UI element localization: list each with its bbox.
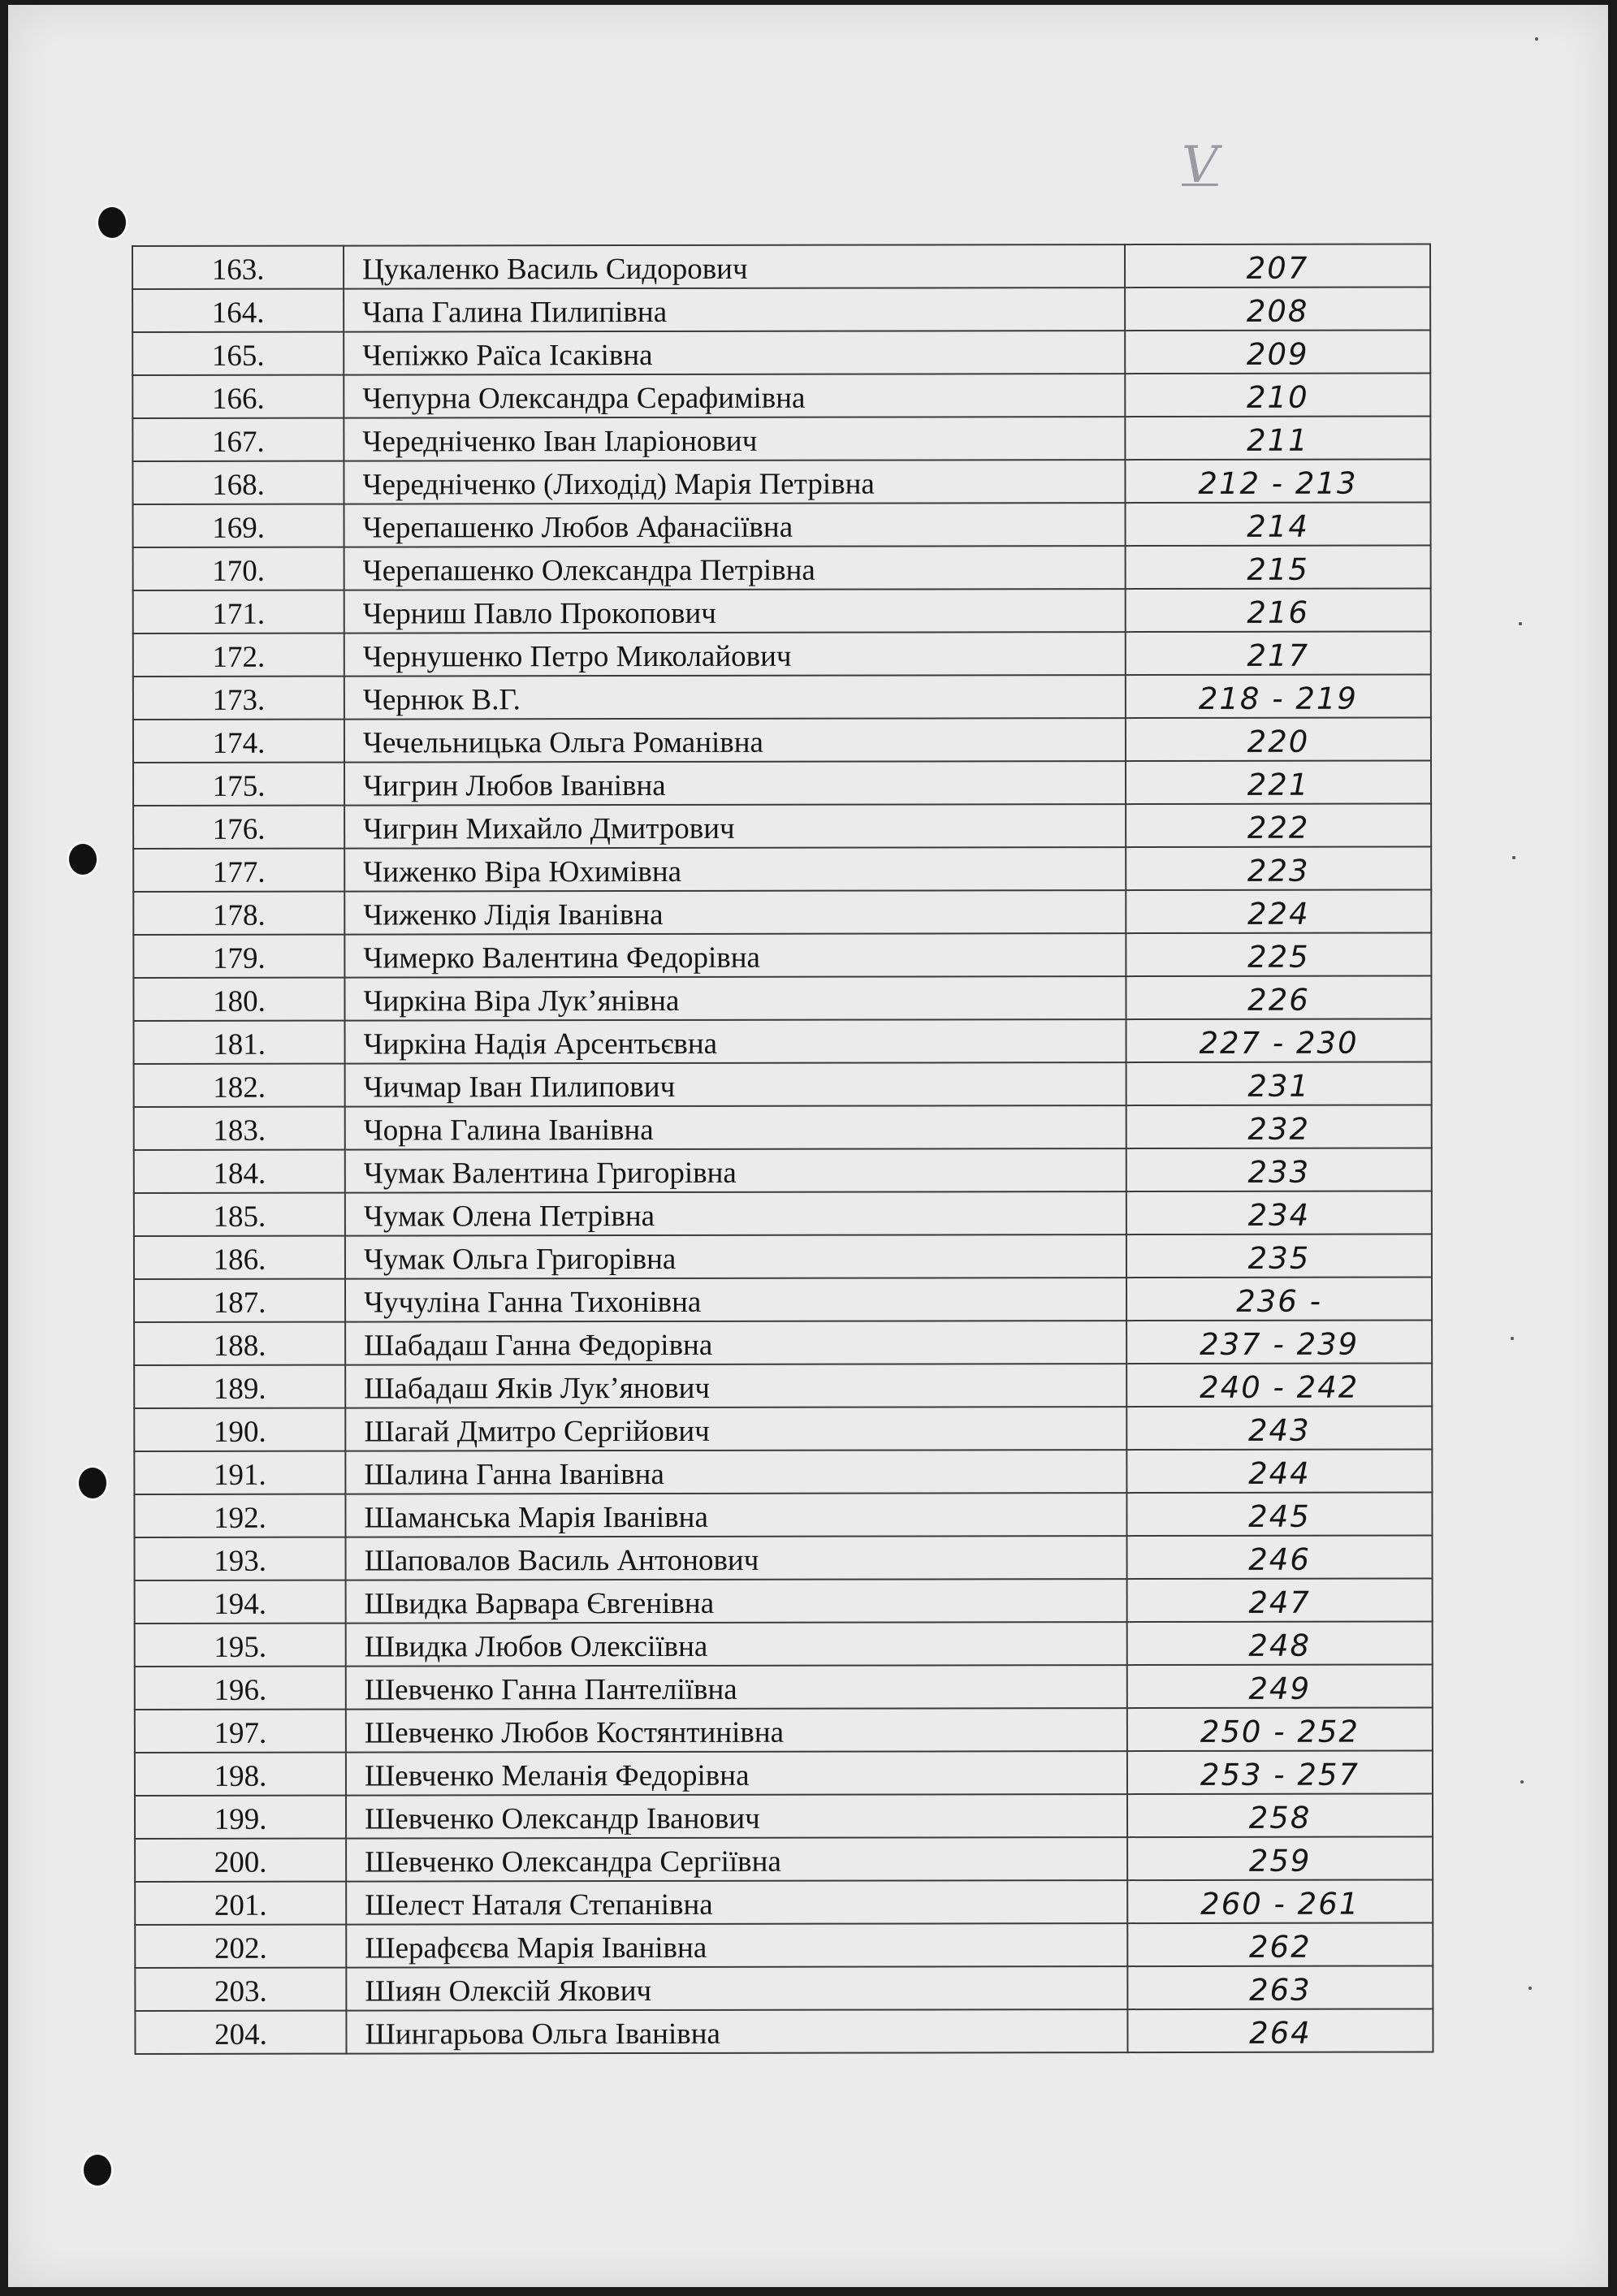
table-row (133, 803, 1431, 849)
table-row (133, 932, 1431, 978)
row-number-cell: 164. (132, 289, 344, 332)
row-number-cell: 182. (134, 1064, 345, 1107)
sheet-number-cell: 208 (1125, 287, 1430, 331)
person-name-cell: Шаповалов Василь Антонович (345, 1536, 1126, 1580)
row-number-cell: 200. (135, 1839, 346, 1882)
name-list-body (132, 244, 1433, 2054)
row-number-cell: 173. (133, 677, 344, 720)
person-name-cell: Чиженко Віра Юхимівна (344, 847, 1126, 892)
punch-hole (67, 841, 99, 877)
sheet-number-cell: 221 (1126, 760, 1431, 804)
row-number-cell: 168. (132, 461, 344, 504)
sheet-number-cell: 211 (1125, 416, 1430, 460)
person-name-cell: Чимерко Валентина Федорівна (344, 933, 1126, 978)
sheet-number-cell: 233 (1126, 1148, 1432, 1191)
person-name-cell: Чигрин Любов Іванівна (344, 761, 1126, 806)
row-number-cell: 171. (133, 590, 344, 633)
sheet-number-cell: 218 - 219 (1126, 674, 1431, 718)
speck (1511, 1337, 1514, 1340)
sheet-number-cell: 248 (1127, 1621, 1433, 1665)
row-number-cell: 178. (133, 892, 344, 935)
sheet-number-cell: 231 (1126, 1062, 1432, 1105)
punch-hole (81, 2152, 114, 2188)
person-name-cell: Чередніченко Іван Іларіонович (344, 417, 1125, 461)
sheet-number-cell: 259 (1127, 1836, 1433, 1880)
sheet-number-cell: 234 (1126, 1191, 1432, 1234)
row-number-cell: 196. (135, 1667, 346, 1710)
row-number-cell: 198. (135, 1753, 346, 1796)
punch-hole (96, 205, 128, 240)
row-number-cell: 203. (135, 1968, 346, 2011)
row-number-cell: 191. (134, 1451, 345, 1494)
sheet-number-cell: 249 (1127, 1664, 1433, 1708)
person-name-cell: Чепурна Олександра Серафимівна (344, 374, 1125, 418)
table-row (134, 1277, 1432, 1322)
sheet-number-cell: 210 (1125, 373, 1430, 417)
sheet-number-cell: 216 (1126, 588, 1431, 632)
person-name-cell: Чередніченко (Лиходід) Марія Петрівна (344, 460, 1125, 504)
table-row (132, 373, 1430, 418)
person-name-cell: Шабадаш Яків Лук’янович (345, 1364, 1126, 1408)
table-row (135, 1707, 1433, 1753)
row-number-cell: 192. (134, 1494, 345, 1537)
table-row (134, 1363, 1432, 1408)
person-name-cell: Шевченко Меланія Федорівна (346, 1751, 1127, 1796)
sheet-number-cell: 215 (1126, 545, 1431, 589)
person-name-cell: Цукаленко Василь Сидорович (344, 244, 1125, 289)
person-name-cell: Шингарьова Ольга Іванівна (346, 2009, 1127, 2054)
person-name-cell: Шевченко Любов Костянтинівна (346, 1708, 1127, 1753)
table-row (134, 1018, 1432, 1064)
row-number-cell: 185. (134, 1193, 345, 1236)
sheet-number-cell: 264 (1127, 2008, 1433, 2052)
person-name-cell: Чумак Валентина Григорівна (345, 1148, 1126, 1193)
person-name-cell: Шерафєєва Марія Іванівна (346, 1923, 1127, 1968)
person-name-cell: Шаманська Марія Іванівна (345, 1493, 1126, 1537)
sheet-number-cell: 245 (1126, 1492, 1432, 1536)
sheet-number-cell: 263 (1127, 1965, 1433, 2009)
table-row (134, 1320, 1432, 1365)
speck (1512, 856, 1515, 859)
row-number-cell: 193. (134, 1537, 345, 1580)
row-number-cell: 165. (132, 332, 344, 375)
table-row (132, 330, 1430, 375)
sheet-number-cell: 225 (1126, 932, 1431, 976)
table-row (133, 502, 1431, 547)
speck (1528, 1987, 1532, 1990)
punch-hole (76, 1465, 109, 1501)
sheet-number-cell: 209 (1125, 330, 1430, 374)
table-row (133, 889, 1431, 935)
row-number-cell: 194. (135, 1580, 346, 1624)
row-number-cell: 170. (133, 547, 344, 590)
sheet-number-cell: 207 (1125, 244, 1430, 288)
person-name-cell: Чиркіна Надія Арсентьєвна (344, 1019, 1126, 1064)
person-name-cell: Чигрин Михайло Дмитрович (344, 804, 1126, 849)
sheet-number-cell: 217 (1126, 631, 1431, 675)
row-number-cell: 179. (133, 935, 344, 978)
corner-mark: V (1182, 135, 1218, 194)
table-row (133, 631, 1431, 677)
table-row (135, 1578, 1433, 1624)
row-number-cell: 181. (134, 1021, 345, 1064)
sheet-number-cell: 236 - (1126, 1277, 1432, 1321)
row-number-cell: 169. (133, 504, 344, 547)
person-name-cell: Чичмар Іван Пилипович (345, 1062, 1126, 1107)
table-row (133, 545, 1431, 590)
person-name-cell: Чучуліна Ганна Тихонівна (345, 1278, 1126, 1322)
row-number-cell: 175. (133, 763, 344, 806)
row-number-cell: 180. (133, 978, 344, 1021)
table-row (133, 717, 1431, 763)
sheet-number-cell: 235 (1126, 1234, 1432, 1278)
person-name-cell: Черепашенко Олександра Петрівна (344, 546, 1126, 590)
person-name-cell: Чумак Олена Петрівна (345, 1191, 1126, 1236)
table-row (135, 1750, 1433, 1796)
person-name-cell: Шиян Олексій Якович (346, 1966, 1127, 2011)
person-name-cell: Чорна Галина Іванівна (345, 1105, 1126, 1150)
sheet-number-cell: 232 (1126, 1105, 1432, 1148)
person-name-cell: Чечельницька Ольга Романівна (344, 718, 1126, 763)
row-number-cell: 199. (135, 1796, 346, 1839)
table-row (132, 244, 1430, 289)
table-row (134, 1105, 1432, 1150)
person-name-cell: Шевченко Олександр Іванович (346, 1794, 1127, 1839)
table-row (135, 1621, 1433, 1667)
sheet-number-cell: 243 (1126, 1406, 1432, 1450)
row-number-cell: 184. (134, 1150, 345, 1193)
sheet-number-cell: 250 - 252 (1127, 1707, 1433, 1751)
table-row (135, 1793, 1433, 1839)
document-page (8, 5, 1608, 2287)
sheet-number-cell: 224 (1126, 889, 1431, 933)
person-name-cell: Швидка Любов Олексіївна (346, 1622, 1127, 1667)
sheet-number-cell: 247 (1127, 1578, 1433, 1622)
sheet-number-cell: 214 (1125, 502, 1430, 546)
speck (1520, 1780, 1524, 1784)
row-number-cell: 167. (132, 418, 344, 461)
table-row (134, 1234, 1432, 1279)
row-number-cell: 190. (134, 1408, 345, 1451)
name-list-table (132, 243, 1433, 2055)
table-row (133, 760, 1431, 806)
person-name-cell: Шагай Дмитро Сергійович (345, 1407, 1126, 1451)
person-name-cell: Шабадаш Ганна Федорівна (345, 1321, 1126, 1365)
table-row (132, 287, 1430, 332)
row-number-cell: 166. (132, 375, 344, 418)
person-name-cell: Шелест Наталя Степанівна (346, 1880, 1127, 1925)
table-row (134, 1148, 1432, 1193)
row-number-cell: 187. (134, 1279, 345, 1322)
sheet-number-cell: 262 (1127, 1922, 1433, 1966)
sheet-number-cell: 258 (1127, 1793, 1433, 1837)
row-number-cell: 177. (133, 849, 344, 892)
sheet-number-cell: 244 (1126, 1449, 1432, 1493)
row-number-cell: 172. (133, 633, 344, 677)
table-row (133, 975, 1431, 1021)
person-name-cell: Чернюк В.Г. (344, 675, 1126, 720)
row-number-cell: 186. (134, 1236, 345, 1279)
person-name-cell: Шевченко Ганна Пантеліївна (346, 1665, 1127, 1710)
person-name-cell: Чумак Ольга Григорівна (345, 1234, 1126, 1279)
row-number-cell: 163. (132, 246, 344, 289)
speck (1535, 37, 1538, 41)
sheet-number-cell: 212 - 213 (1125, 459, 1430, 503)
table-row (134, 1449, 1432, 1494)
table-row (135, 1922, 1433, 1968)
person-name-cell: Шалина Ганна Іванівна (345, 1450, 1126, 1494)
person-name-cell: Чепіжко Раїса Ісаківна (344, 331, 1125, 375)
table-row (133, 846, 1431, 892)
table-row (135, 1664, 1433, 1710)
row-number-cell: 204. (135, 2011, 346, 2054)
table-row (134, 1062, 1432, 1107)
person-name-cell: Черепашенко Любов Афанасіївна (344, 503, 1126, 547)
row-number-cell: 197. (135, 1710, 346, 1753)
table-row (132, 459, 1430, 504)
row-number-cell: 189. (134, 1365, 345, 1408)
table-row (134, 1535, 1432, 1580)
table-row (135, 1965, 1433, 2011)
row-number-cell: 188. (134, 1322, 345, 1365)
person-name-cell: Чапа Галина Пилипівна (344, 288, 1125, 332)
sheet-number-cell: 260 - 261 (1127, 1879, 1433, 1923)
sheet-number-cell: 227 - 230 (1126, 1018, 1431, 1062)
table-row (135, 1836, 1433, 1882)
table-row (132, 416, 1430, 461)
row-number-cell: 174. (133, 720, 344, 763)
sheet-number-cell: 223 (1126, 846, 1431, 890)
person-name-cell: Чиркіна Віра Лук’янівна (344, 976, 1126, 1021)
table-row (135, 2008, 1433, 2054)
table-row (134, 1191, 1432, 1236)
person-name-cell: Черниш Павло Прокопович (344, 589, 1126, 633)
person-name-cell: Шевченко Олександра Сергіївна (346, 1837, 1127, 1882)
row-number-cell: 176. (133, 806, 344, 849)
speck (1519, 622, 1522, 625)
person-name-cell: Чернушенко Петро Миколайович (344, 632, 1126, 677)
sheet-number-cell: 226 (1126, 975, 1431, 1019)
row-number-cell: 183. (134, 1107, 345, 1150)
row-number-cell: 202. (135, 1925, 346, 1968)
table-row (133, 674, 1431, 720)
sheet-number-cell: 220 (1126, 717, 1431, 761)
person-name-cell: Чиженко Лідія Іванівна (344, 890, 1126, 935)
sheet-number-cell: 246 (1126, 1535, 1432, 1579)
table-row (134, 1492, 1432, 1537)
row-number-cell: 195. (135, 1624, 346, 1667)
table-row (134, 1406, 1432, 1451)
person-name-cell: Швидка Варвара Євгенівна (346, 1579, 1127, 1624)
table-row (133, 588, 1431, 633)
sheet-number-cell: 237 - 239 (1126, 1320, 1432, 1364)
table-row (135, 1879, 1433, 1925)
row-number-cell: 201. (135, 1882, 346, 1925)
sheet-number-cell: 240 - 242 (1126, 1363, 1432, 1407)
sheet-number-cell: 222 (1126, 803, 1431, 847)
sheet-number-cell: 253 - 257 (1127, 1750, 1433, 1794)
